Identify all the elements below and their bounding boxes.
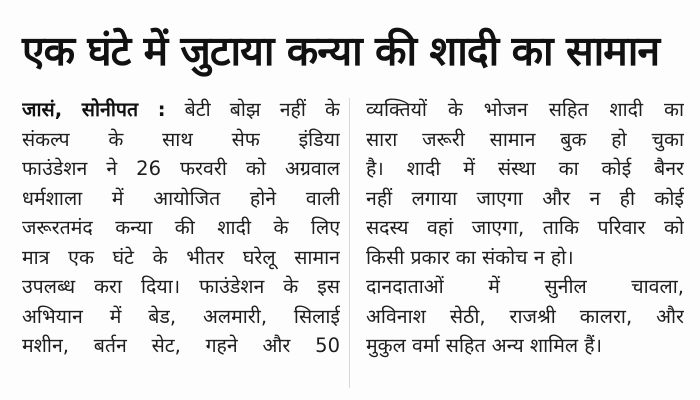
body-line: अविनाश सेठी, राजश्री कालरा, और (366, 304, 684, 328)
body-line: उपलब्ध करा दिया। फाउंडेशन के इस (22, 275, 340, 298)
body-line: दानदाताओं में सुनील चावला, (366, 275, 684, 298)
body-text: बेटी बोझ नहीं के (165, 98, 340, 121)
body-line: सारा जरूरी सामान बुक हो चुका (366, 127, 684, 151)
body-line (22, 95, 340, 125)
body-line: सदस्य वहां जाएगा, ताकि परिवार को (366, 216, 684, 239)
body-line: मुकुल वर्मा सहित अन्य शामिल हैं। (366, 334, 603, 357)
right-column (366, 95, 684, 361)
body-line: फाउंडेशन ने 26 फरवरी को अग्रवाल (22, 157, 340, 180)
body-line: अभियान में बेड, अलमारी, सिलाई (22, 304, 340, 328)
column-divider (349, 98, 350, 388)
left-column (22, 95, 340, 361)
body-line: संकल्प के साथ सेफ इंडिया (22, 127, 340, 151)
body-line: धर्मशाला में आयोजित होने वाली (22, 186, 340, 210)
dateline: जासं, सोनीपत : (22, 98, 166, 121)
body-line: किसी प्रकार का संकोच न हो। (366, 245, 574, 269)
body-line: व्यक्तियों के भोजन सहित शादी का (366, 98, 684, 121)
body-line: मशीन, बर्तन सेट, गहने और 50 (22, 334, 340, 357)
body-line: जरूरतमंद कन्या की शादी के लिए (22, 216, 340, 239)
headline: एक घंटे में जुटाया कन्या की शादी का सामान (22, 27, 660, 75)
body-line: नहीं लगाया जाएगा और न ही कोई (366, 186, 684, 210)
body-line: मात्र एक घंटे के भीतर घरेलू सामान (22, 245, 340, 269)
body-line: है। शादी में संस्था का कोई बैनर (366, 157, 684, 180)
